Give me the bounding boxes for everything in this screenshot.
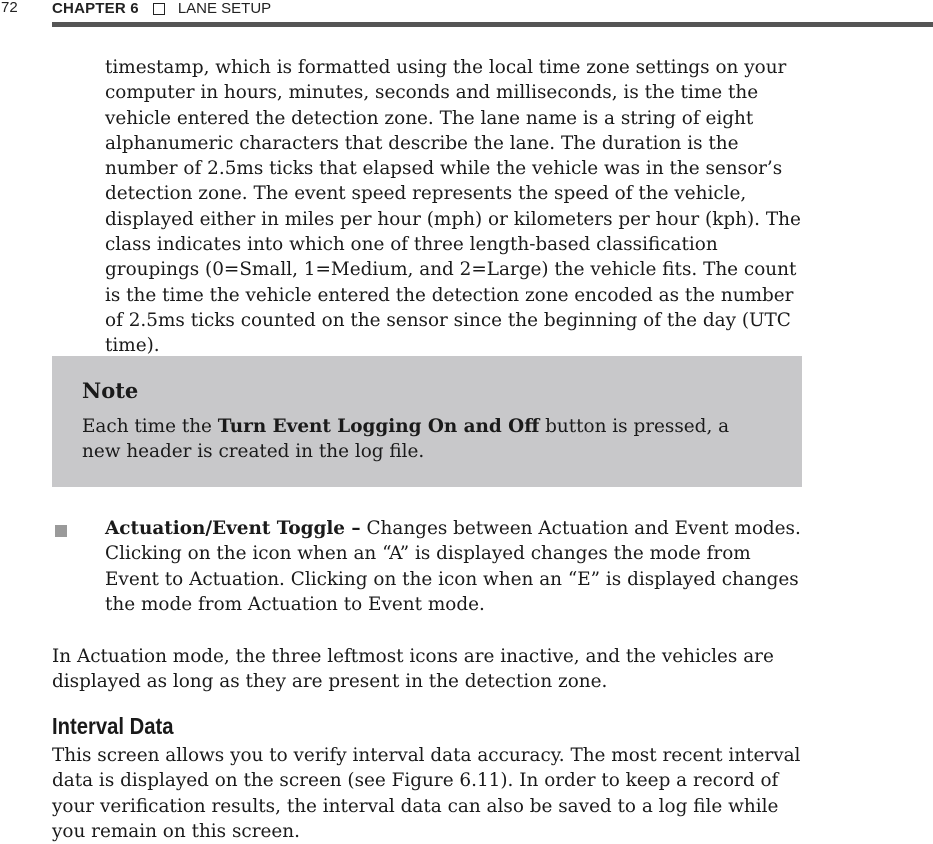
square-separator-icon — [153, 3, 165, 15]
section-name: LANE SETUP — [177, 0, 272, 17]
interval-paragraph: This screen allows you to verify interval data accuracy. The most recent interval data is displayed on the screen (see Figure 6.11). In order to keep a record of your verification results, the interval data can also be saved to a log file while you remain on this screen. — [52, 745, 801, 842]
section-heading: Interval Data — [52, 713, 174, 739]
bullet-item — [105, 516, 805, 617]
header-rule — [52, 22, 933, 27]
intro-paragraph: timestamp, which is formatted using the local time zone settings on your computer in hours, minutes, seconds and milliseconds, is the time the vehicle entered the detection zone. The lane name is a string of eight alphanumeric characters that describe the lane. The duration is the number of 2.5ms ticks that elapsed while the vehicle was in the sensor’s detection zone. The event speed represents the speed of the vehicle, displayed either in miles per hour (mph) or kilometers per hour (kph). The class indicates into which one of three length-based classification groupings (0=Small, 1=Medium, and 2=Large) the vehicle fits. The count is the time the vehicle entered the detection zone encoded as the number of 2.5ms ticks counted on the sensor since the beginning of the day (UTC time). — [105, 57, 801, 357]
note-text-after: button is pressed, a new header is created in the log file. — [82, 416, 730, 463]
note-text — [82, 414, 772, 465]
note-button-name: Turn Event Logging On and Off — [217, 416, 540, 437]
page-number: 72 — [1, 0, 18, 16]
page-header — [0, 0, 933, 30]
chapter-label — [52, 0, 271, 17]
bullet-term: Actuation/Event Toggle – — [105, 518, 361, 539]
chapter-number: CHAPTER 6 — [52, 0, 139, 17]
note-box — [52, 356, 802, 487]
actuation-paragraph: In Actuation mode, the three leftmost icons are inactive, and the vehicles are displayed as long as they are present in the detection zone. — [52, 646, 774, 693]
note-text-before: Each time the — [82, 416, 218, 437]
note-title: Note — [82, 378, 139, 403]
square-bullet-icon — [55, 525, 67, 537]
bullet-description: Changes between Actuation and Event modes. Clicking on the icon when an “A” is displayed changes the mode from Event to Actuation. Clicking on the icon when an “E” is displayed changes the mode from Actuation to Event mode. — [105, 518, 801, 615]
